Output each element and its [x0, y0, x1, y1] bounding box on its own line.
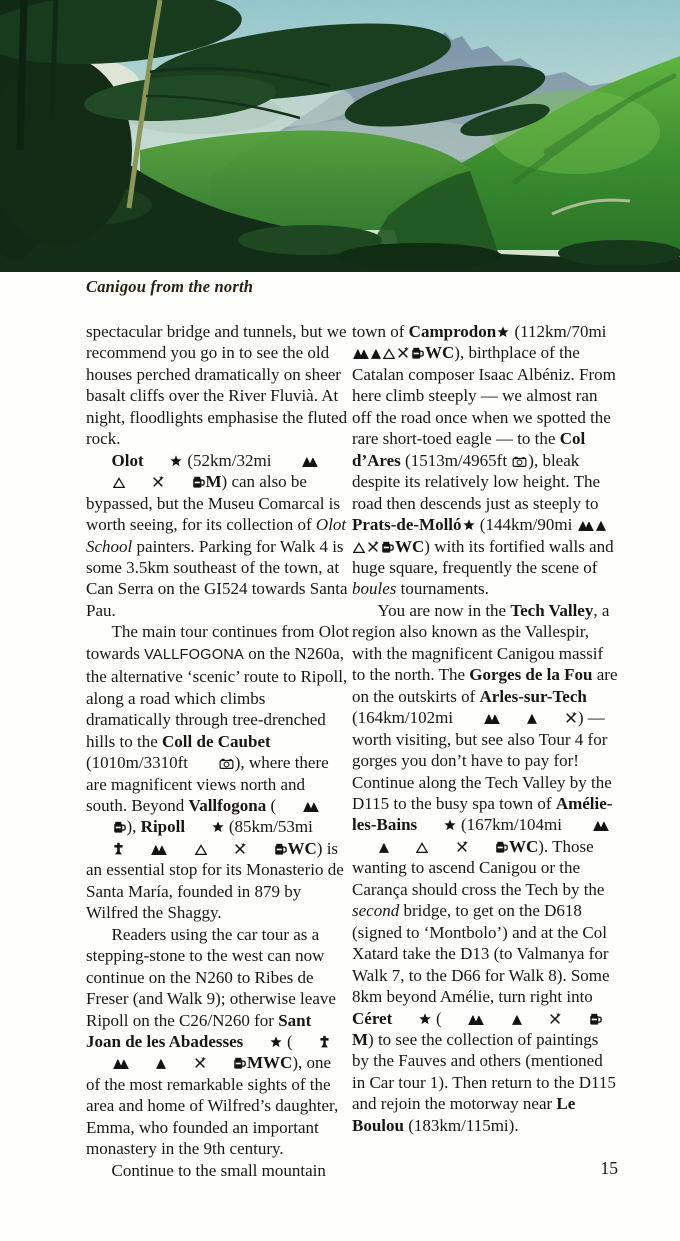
- text-run: second: [352, 901, 400, 921]
- hotels-icon: [567, 820, 609, 831]
- text-run: WC: [509, 836, 539, 856]
- text-run: ) can also be bypassed, but the Museu Comarcal is worth seeing, for its collection of: [86, 472, 341, 535]
- text-run: (167km/104mi: [456, 815, 567, 835]
- restaurant-icon: [168, 1057, 206, 1069]
- camping-icon: [391, 842, 429, 853]
- text-run: The main tour continues from Olot towards: [86, 622, 349, 663]
- hotels-icon: [458, 713, 500, 724]
- text-run: painters. Parking for Walk 4 is some 3.5km southeast of the town, at Can Serra on the GI524 towards Santa Pau.: [86, 536, 348, 620]
- star-icon: [418, 819, 456, 831]
- text-run: (: [431, 1008, 442, 1028]
- text-run: town of: [352, 322, 409, 341]
- fuel-icon: [248, 842, 287, 855]
- text-run: ), birthplace of the Catalan composer Isaac Albéniz. From here climb steeply — we almost ran off the road once when we spotted the rare short-toed eagle — to the: [352, 343, 616, 449]
- restaurant-icon: [127, 476, 165, 488]
- text-run: Ripoll: [140, 817, 186, 837]
- right-column: [352, 321, 619, 1136]
- text-run: , a region also known as the Vallespir, with the magnificent Canigou massif to the north. The: [352, 600, 610, 685]
- hotel-icon: [502, 713, 538, 724]
- church-icon: [87, 842, 124, 855]
- text-run: You are now in the: [377, 600, 511, 620]
- paragraph: [86, 450, 349, 622]
- text-run: Tech Valley: [510, 600, 594, 620]
- restaurant-icon: [209, 843, 247, 855]
- text-run: ), one of the most remarkable sights of the area and home of Wilfred’s daughter, Emma, who founded an important monastery in the 9th century.: [86, 1053, 339, 1159]
- text-run: ),: [126, 817, 141, 837]
- hotels-icon: [578, 520, 594, 531]
- text-run: ), bleak despite its relatively low height. The road then descends just as steeply to: [352, 450, 601, 513]
- text-run: spectacular bridge and tunnels, but we recommend you go in to see the old houses perched dramatically on sheer basalt cliffs over the River Fluvià. At night, floodlights emphasise the fluted rock.: [86, 322, 348, 449]
- text-run: Prats-de-Molló: [352, 515, 462, 535]
- text-run: (52km/32mi: [183, 450, 276, 470]
- left-column: [86, 321, 349, 1181]
- text-run: M: [352, 1029, 369, 1049]
- star-icon: [497, 326, 509, 338]
- text-run: WC: [425, 343, 455, 363]
- fuel-icon: [411, 346, 424, 359]
- text-run: VALLFOGONA: [144, 646, 244, 663]
- photo-illustration: [0, 0, 680, 272]
- hotels-icon: [353, 348, 369, 359]
- text-run: ), where there are magnificent views north and south. Beyond: [86, 753, 329, 815]
- paragraph: [86, 924, 349, 1160]
- text-run: Continue to the small mountain: [111, 1160, 326, 1180]
- text-run: (: [282, 1031, 293, 1051]
- paragraph: [86, 1160, 349, 1181]
- text-run: Sant Joan de les Abadesses: [86, 1010, 312, 1051]
- hotels-icon: [277, 801, 319, 812]
- paragraph: [352, 321, 619, 600]
- fuel-icon: [208, 1056, 247, 1069]
- hotels-icon: [126, 844, 168, 855]
- text-run: (164km/102mi: [352, 708, 458, 728]
- text-run: WC: [287, 838, 317, 858]
- hotel-icon: [486, 1014, 522, 1025]
- fuel-icon: [470, 840, 509, 853]
- text-run: bridge, to get on the D618 (signed to ‘Montbolo’) and at the Col Xatard take the D13 (to Valmanya for Walk 7, to the D66 for Walk 8). Some 8km beyond Amélie, turn right into: [352, 901, 610, 1007]
- text-run: (: [266, 795, 277, 815]
- fuel-icon: [166, 475, 205, 488]
- hotel-icon: [371, 348, 381, 359]
- restaurant-icon: [524, 1013, 562, 1025]
- text-run: ). Those wanting to ascend Canigou or the Carança should cross the Tech by the: [352, 836, 605, 899]
- hotels-icon: [443, 1014, 485, 1025]
- paragraph: [86, 621, 349, 923]
- fuel-icon: [87, 820, 126, 833]
- text-run: WC: [395, 536, 425, 556]
- fuel-icon: [381, 540, 394, 553]
- page-number: 15: [600, 1158, 618, 1178]
- photo-caption: Canigou from the north: [86, 277, 254, 296]
- restaurant-icon: [430, 841, 468, 853]
- restaurant-icon: [367, 541, 379, 553]
- text-run: MWC: [247, 1053, 293, 1073]
- text-run: (144km/90mi: [475, 515, 577, 535]
- text-run: ) — worth visiting, but see also Tour 4 for gorges you don’t have to pay for! Continue along the Tech Valley by the D115 to the busy spa town of: [352, 708, 612, 813]
- camping-icon: [87, 477, 125, 488]
- text-run: Le Boulou: [352, 1094, 576, 1135]
- text-run: Arles-sur-Tech: [479, 686, 587, 706]
- text-run: ) to see the collection of paintings by the Fauves and others (mentioned in Car tour 1). Then return to the D115 and rejoin the motorway near: [352, 1029, 616, 1114]
- text-run: Amélie-les-Bains: [352, 793, 613, 835]
- star-icon: [145, 455, 183, 467]
- text-run: (1513m/4965ft: [400, 450, 512, 470]
- star-icon: [393, 1013, 431, 1025]
- text-run: (85km/53mi: [224, 817, 313, 837]
- hotel-icon: [596, 520, 606, 531]
- text-run: (1010m/3310ft: [86, 753, 193, 773]
- star-icon: [244, 1036, 282, 1048]
- text-run: Olot School: [86, 515, 347, 556]
- text-run: (183km/115mi).: [403, 1115, 519, 1135]
- paragraph: [352, 600, 619, 1136]
- text-run: ) is an essential stop for its Monasterio de Santa María, founded in 879 by Wilfred the Shaggy.: [86, 838, 344, 923]
- camera-icon: [512, 456, 527, 467]
- text-run: M: [205, 472, 222, 492]
- camping-icon: [353, 542, 365, 553]
- hotels-icon: [87, 1058, 129, 1069]
- text-run: Vallfogona: [188, 795, 267, 815]
- text-run: (112km/70mi: [510, 322, 607, 341]
- text-run: are on the outskirts of: [352, 665, 618, 706]
- text-run: Readers using the car tour as a stepping-stone to the west can now continue on the N260 to Ribes de Freser (and Walk 9); otherwise leave Ripoll on the C26/N260 for: [86, 924, 336, 1030]
- restaurant-icon: [539, 712, 577, 724]
- text-run: tournaments.: [396, 579, 489, 599]
- text-run: Olot: [111, 450, 144, 470]
- hotels-icon: [277, 456, 319, 467]
- text-run: Camprodon: [408, 322, 497, 341]
- star-icon: [463, 519, 475, 531]
- hotel-icon: [131, 1058, 167, 1069]
- photo-canigou-landscape: [0, 0, 680, 272]
- camping-icon: [383, 348, 395, 359]
- star-icon: [186, 821, 224, 833]
- text-run: ) with its fortified walls and huge square, frequently the scene of: [352, 536, 614, 577]
- hotel-icon: [353, 842, 389, 853]
- text-run: Col d’Ares: [352, 429, 586, 470]
- text-run: boules: [352, 579, 397, 599]
- camping-icon: [169, 844, 207, 855]
- text-run: on the N260a, the alternative ‘scenic’ route to Ripoll, along a road which climbs dramatically through tree-drenched hills to the: [86, 643, 348, 751]
- church-icon: [294, 1035, 331, 1048]
- camera-icon: [193, 758, 234, 769]
- paragraph: [86, 321, 349, 450]
- text-run: Gorges de la Fou: [469, 665, 593, 685]
- text-run: Coll de Caubet: [162, 731, 271, 751]
- fuel-icon: [563, 1012, 602, 1025]
- text-run: Céret: [352, 1008, 393, 1028]
- restaurant-icon: [397, 347, 409, 359]
